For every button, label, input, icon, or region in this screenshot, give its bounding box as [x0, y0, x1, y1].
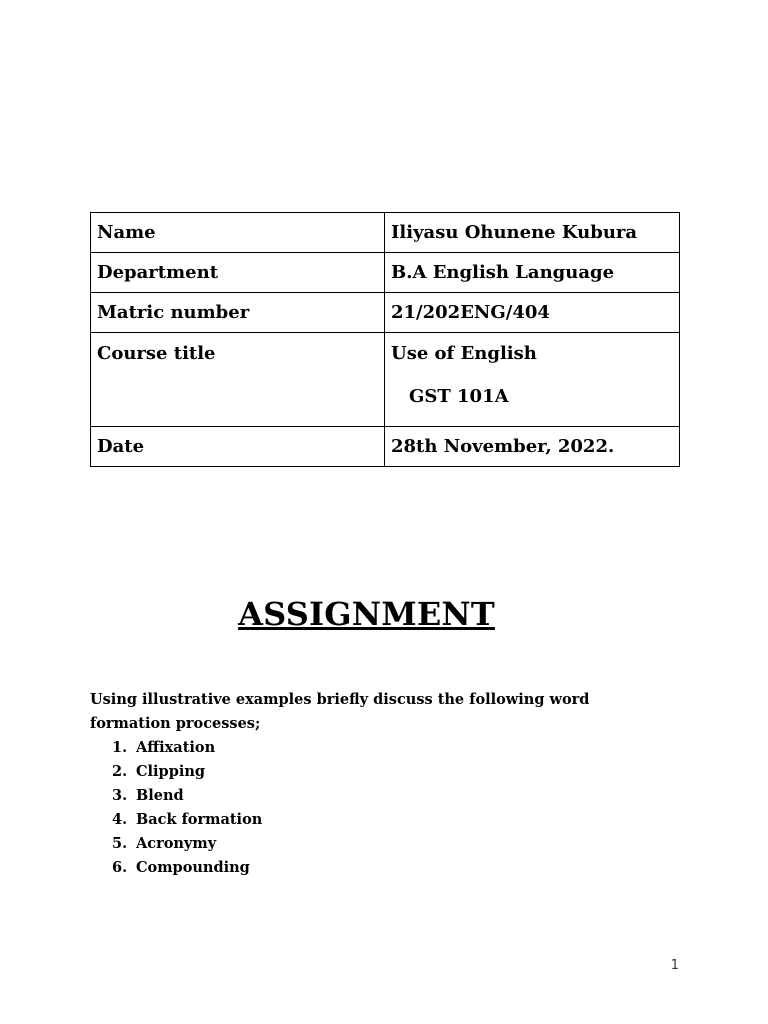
name-value: Iliyasu Ohunene Kubura [385, 213, 680, 253]
department-value: B.A English Language [385, 253, 680, 293]
list-item [112, 856, 262, 880]
list-item-number: 4. [112, 811, 128, 828]
matric-number-value: 21/202ENG/404 [385, 293, 680, 333]
list-item-number: 6. [112, 859, 128, 876]
date-value: 28th November, 2022. [385, 427, 680, 467]
list-item [112, 784, 262, 808]
table-row [91, 253, 680, 293]
list-item [112, 760, 262, 784]
list-item-text: Compounding [136, 859, 250, 876]
page-number: 1 [670, 958, 679, 973]
list-item-text: Clipping [136, 763, 206, 780]
date-label: Date [91, 427, 385, 467]
list-item-text: Blend [136, 787, 184, 804]
list-item-text: Back formation [136, 811, 263, 828]
list-item-text: Acronymy [136, 835, 217, 852]
list-item-number: 2. [112, 763, 128, 780]
list-item-number: 3. [112, 787, 128, 804]
student-info-table [90, 212, 680, 467]
list-item-text: Affixation [136, 739, 216, 756]
list-item-number: 1. [112, 739, 128, 756]
course-code-value: GST 101A [409, 386, 509, 407]
table-row [91, 293, 680, 333]
word-formation-list [112, 736, 262, 880]
course-title-value: Use of English [391, 343, 537, 364]
department-label: Department [91, 253, 385, 293]
assignment-heading: ASSIGNMENT [238, 595, 495, 633]
list-item [112, 736, 262, 760]
table-row [91, 427, 680, 467]
list-item [112, 832, 262, 856]
assignment-prompt: Using illustrative examples briefly discuss the following word formation processes; [90, 691, 590, 732]
course-title-label: Course title [91, 333, 385, 427]
table-row [91, 333, 680, 427]
table-row [91, 213, 680, 253]
name-label: Name [91, 213, 385, 253]
list-item-number: 5. [112, 835, 128, 852]
list-item [112, 808, 262, 832]
matric-number-label: Matric number [91, 293, 385, 333]
course-title-cell [385, 333, 680, 427]
